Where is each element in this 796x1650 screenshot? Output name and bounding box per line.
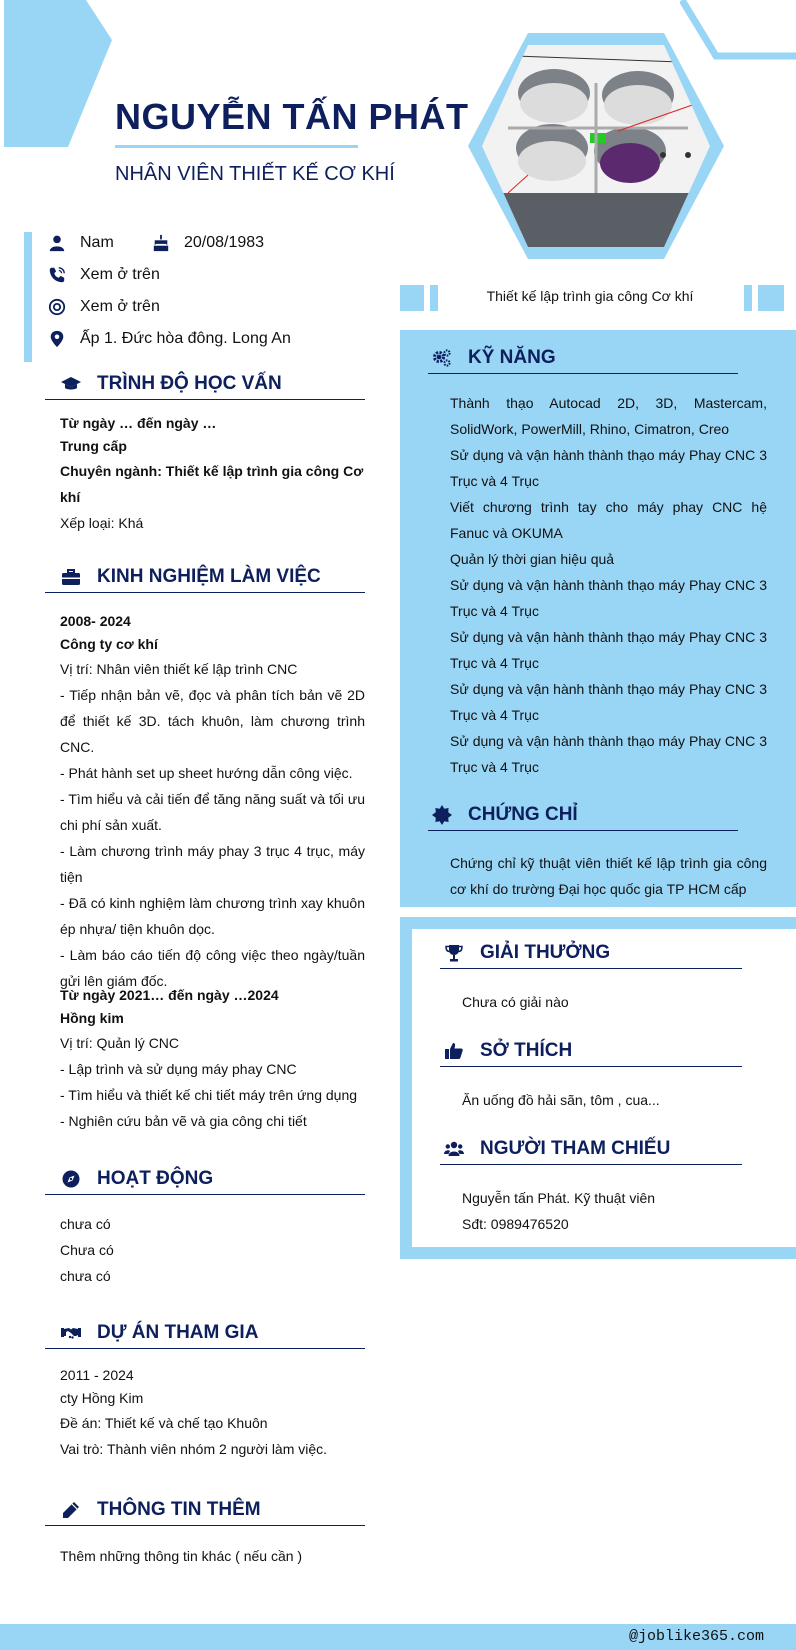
awards-content (462, 989, 762, 1015)
project-period: 2011 - 2024 (60, 1367, 134, 1383)
compass-icon (61, 1169, 81, 1189)
briefcase-icon (61, 567, 81, 587)
job-task: - Lập trình và sử dụng máy phay CNC (60, 1061, 297, 1077)
education-grade: Xếp loại: Khá (60, 515, 144, 531)
reference-name: Nguyễn tấn Phát. Kỹ thuật viên (462, 1190, 656, 1206)
skill-item: Quản lý thời gian hiệu quả (450, 551, 615, 567)
job-company: Công ty cơ khí (60, 636, 158, 652)
job-position: Vị trí: Nhân viên thiết kế lập trình CNC (60, 661, 298, 677)
certificate-text: Chứng chỉ kỹ thuật viên thiết kế lập trình gia công cơ khí do trường Đại học quốc gia TP HCM cấp (450, 855, 767, 897)
phone-icon (48, 266, 66, 284)
skill-item: Sử dụng và vận hành thành thạo máy Phay CNC 3 Trục và 4 Trục (450, 577, 767, 619)
phone-row (48, 264, 160, 286)
extra-info-heading-label: THÔNG TIN THÊM (97, 1498, 261, 1520)
awards-heading-label: GIẢI THƯỞNG (480, 941, 611, 963)
skill-item: Sử dụng và vận hành thành thạo máy Phay CNC 3 Trục và 4 Trục (450, 629, 767, 671)
user-icon (48, 234, 66, 252)
reference-phone: Sđt: 0989476520 (462, 1216, 569, 1232)
graduation-cap-icon (61, 374, 81, 394)
gender-value: Nam (80, 234, 114, 251)
skill-item: Sử dụng và vận hành thành thạo máy Phay CNC 3 Trục và 4 Trục (450, 733, 767, 775)
skill-item: Viết chương trình tay cho máy phay CNC hệ Fanuc và OKUMA (450, 499, 767, 541)
job-task: - Tìm hiểu và thiết kế chi tiết máy trên ứng dụng (60, 1087, 358, 1103)
profile-photo (468, 33, 724, 259)
job-task: - Làm chương trình máy phay 3 trục 4 trục, máy tiện (60, 843, 365, 885)
users-icon (444, 1139, 464, 1159)
job-period: Từ ngày 2021… đến ngày …2024 (60, 987, 279, 1003)
projects-heading (45, 1317, 365, 1349)
email-value: Xem ở trên (80, 298, 160, 315)
birth-date-value: 20/08/1983 (184, 234, 265, 251)
name-underline (115, 145, 358, 148)
education-major: Chuyên ngành: Thiết kế lập trình gia công Cơ khí (60, 463, 364, 505)
activity-item: Chưa có (60, 1242, 114, 1258)
experience-job-2 (60, 984, 365, 1134)
skills-heading-label: KỸ NĂNG (468, 346, 556, 368)
pencil-icon (61, 1500, 81, 1520)
badge-certificate-icon (432, 805, 452, 825)
education-content (60, 412, 365, 536)
extra-info-text: Thêm những thông tin khác ( nếu cần ) (60, 1548, 303, 1564)
education-heading (45, 368, 365, 400)
award-text: Chưa có giải nào (462, 994, 569, 1010)
job-task: - Tiếp nhận bản vẽ, đọc và phân tích bản vẽ 2D để thiết kế 3D. tách khuôn, làm chương trình CNC. (60, 687, 365, 755)
hobbies-heading-label: SỞ THÍCH (480, 1039, 573, 1061)
candidate-name: NGUYỄN TẤN PHÁT (115, 96, 469, 137)
gears-icon (432, 348, 452, 368)
birth-date-row (152, 232, 264, 254)
certificates-content (450, 850, 767, 902)
education-heading-label: TRÌNH ĐỘ HỌC VẤN (97, 372, 282, 394)
references-content (462, 1185, 762, 1237)
job-task: - Nghiên cứu bản vẽ và gia công chi tiết (60, 1113, 307, 1129)
hobbies-heading (440, 1035, 742, 1067)
hobby-text: Ăn uống đồ hải sãn, tôm , cua... (462, 1092, 660, 1108)
activities-content (60, 1211, 365, 1289)
extra-info-content (60, 1543, 365, 1569)
job-position: Vị trí: Quản lý CNC (60, 1035, 180, 1051)
corner-decoration-top-left (4, 0, 112, 147)
handshake-icon (61, 1323, 81, 1343)
experience-heading-label: KINH NGHIỆM LÀM VIỆC (97, 565, 321, 587)
skills-heading (428, 342, 738, 374)
skill-item: Sử dụng và vận hành thành thạo máy Phay CNC 3 Trục và 4 Trục (450, 447, 767, 489)
awards-heading (440, 937, 742, 969)
map-marker-icon (48, 330, 66, 348)
caption-decoration-right (744, 285, 784, 311)
trophy-icon (444, 943, 464, 963)
job-title: NHÂN VIÊN THIẾT KẾ CƠ KHÍ (115, 163, 395, 185)
education-period: Từ ngày … đến ngày … (60, 415, 217, 431)
address-row (48, 328, 291, 350)
job-task: - Làm báo cáo tiến độ công việc theo ngày/tuần gửi lên giám đốc. (60, 947, 365, 989)
skill-item: Sử dụng và vận hành thành thạo máy Phay CNC 3 Trục và 4 Trục (450, 681, 767, 723)
certificates-heading (428, 799, 738, 831)
photo-caption: Thiết kế lập trình gia công Cơ khí (486, 288, 694, 304)
activity-item: chưa có (60, 1216, 111, 1232)
job-task: - Phát hành set up sheet hướng dẫn công việc. (60, 765, 353, 781)
email-row (48, 296, 160, 318)
references-heading (440, 1133, 742, 1165)
job-task: - Tìm hiểu và cải tiến để tăng năng suất và tối ưu chi phí sản xuất. (60, 791, 365, 833)
activities-heading-label: HOẠT ĐỘNG (97, 1167, 214, 1189)
extra-info-heading (45, 1494, 365, 1526)
job-period: 2008- 2024 (60, 613, 131, 629)
projects-content (60, 1364, 365, 1462)
projects-heading-label: DỰ ÁN THAM GIA (97, 1321, 259, 1343)
references-heading-label: NGƯỜI THAM CHIẾU (480, 1137, 671, 1159)
experience-job-1 (60, 610, 365, 994)
project-company: cty Hồng Kim (60, 1390, 144, 1406)
certificates-heading-label: CHỨNG CHỈ (468, 803, 578, 825)
experience-heading (45, 561, 365, 593)
at-sign-icon (48, 298, 66, 316)
project-role: Vai trò: Thành viên nhóm 2 người làm việc. (60, 1441, 328, 1457)
info-accent-bar (24, 232, 32, 362)
project-name: Đề án: Thiết kế và chế tạo Khuôn (60, 1415, 268, 1431)
job-company: Hồng kim (60, 1010, 124, 1026)
address-value: Ấp 1. Đức hòa đông. Long An (80, 330, 291, 347)
footer-watermark: @joblike365.com (628, 1628, 764, 1645)
thumbs-up-icon (444, 1041, 464, 1061)
activity-item: chưa có (60, 1268, 111, 1284)
job-task: - Đã có kinh nghiệm làm chương trình xay khuôn ép nhựa/ tiện khuôn dọc. (60, 895, 365, 937)
phone-value: Xem ở trên (80, 266, 160, 283)
education-level: Trung cấp (60, 438, 127, 454)
activities-heading (45, 1163, 365, 1195)
skill-item: Thành thạo Autocad 2D, 3D, Mastercam, SolidWork, PowerMill, Rhino, Cimatron, Creo (450, 395, 767, 437)
birthday-cake-icon (152, 234, 170, 252)
hobbies-content (462, 1087, 762, 1113)
gender-row (48, 232, 114, 254)
skills-list (450, 390, 767, 780)
